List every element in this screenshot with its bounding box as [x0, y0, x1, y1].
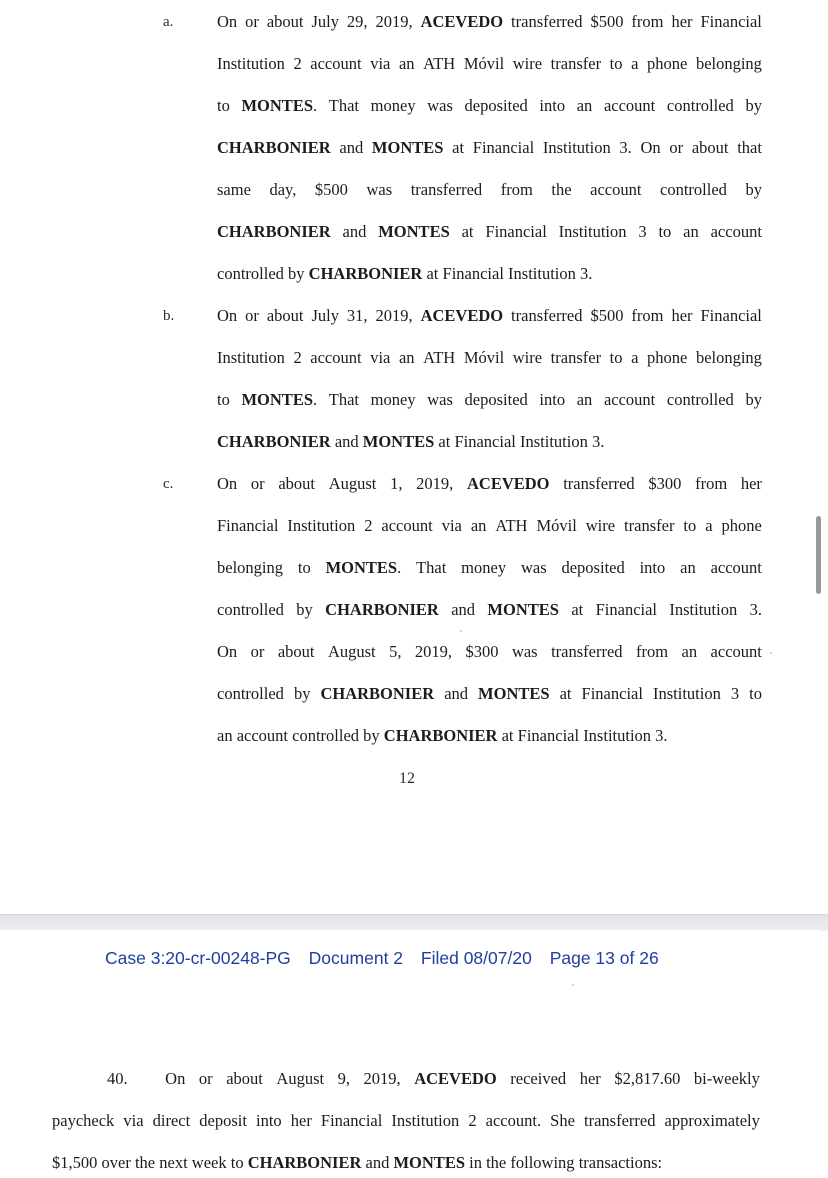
- scan-speck: [572, 984, 574, 986]
- item-letter: b.: [163, 308, 175, 324]
- item-line: On or about July 29, 2019, ACEVEDO transferred $500 from her Financial: [217, 12, 762, 31]
- item-line: controlled by CHARBONIER and MONTES at Financial Institution 3 to: [217, 684, 762, 703]
- paragraph-number: 40.: [107, 1069, 128, 1088]
- document-number: Document 2: [308, 948, 404, 968]
- case-number: Case 3:20-cr-00248-PG: [105, 948, 291, 968]
- item-line: CHARBONIER and MONTES at Financial Institution 3 to an account: [217, 222, 762, 241]
- page-count: Page 13 of 26: [549, 948, 659, 968]
- item-line: controlled by CHARBONIER and MONTES at Financial Institution 3.: [217, 600, 762, 619]
- item-line: On or about August 1, 2019, ACEVEDO transferred $300 from her: [217, 474, 762, 493]
- filed-date: Filed 08/07/20: [420, 948, 532, 968]
- item-line: an account controlled by CHARBONIER at Financial Institution 3.: [217, 726, 668, 745]
- item-line: On or about July 31, 2019, ACEVEDO transferred $500 from her Financial: [217, 306, 762, 325]
- paragraph-40-line-3: $1,500 over the next week to CHARBONIER and MONTES in the following transactions:: [52, 1153, 663, 1172]
- scrollbar-thumb[interactable]: [816, 516, 821, 594]
- paragraph-40-line-1: 40. On or about August 9, 2019, ACEVEDO received her $2,817.60 bi-weekly: [107, 1069, 760, 1088]
- item-line: Institution 2 account via an ATH Móvil wire transfer to a phone belonging: [217, 348, 762, 367]
- item-line: same day, $500 was transferred from the account controlled by: [217, 180, 762, 199]
- page-separator: [0, 914, 828, 931]
- item-line: CHARBONIER and MONTES at Financial Institution 3.: [217, 432, 605, 451]
- item-letter: c.: [163, 476, 174, 492]
- item-line: On or about August 5, 2019, $300 was transferred from an account: [217, 642, 762, 661]
- paragraph-40-line-2: paycheck via direct deposit into her Financial Institution 2 account. She transferred approximately: [52, 1111, 760, 1130]
- scan-speck: [460, 630, 462, 632]
- item-line: controlled by CHARBONIER at Financial Institution 3.: [217, 264, 593, 283]
- page-number: 12: [399, 770, 415, 787]
- item-line: Financial Institution 2 account via an ATH Móvil wire transfer to a phone: [217, 516, 762, 535]
- item-line: belonging to MONTES. That money was deposited into an account: [217, 558, 762, 577]
- item-line: CHARBONIER and MONTES at Financial Institution 3. On or about that: [217, 138, 762, 157]
- item-line: to MONTES. That money was deposited into an account controlled by: [217, 96, 762, 115]
- item-line: Institution 2 account via an ATH Móvil wire transfer to a phone belonging: [217, 54, 762, 73]
- item-letter: a.: [163, 14, 174, 30]
- item-line: to MONTES. That money was deposited into an account controlled by: [217, 390, 762, 409]
- filing-header: [105, 948, 672, 969]
- scan-speck: [770, 652, 772, 654]
